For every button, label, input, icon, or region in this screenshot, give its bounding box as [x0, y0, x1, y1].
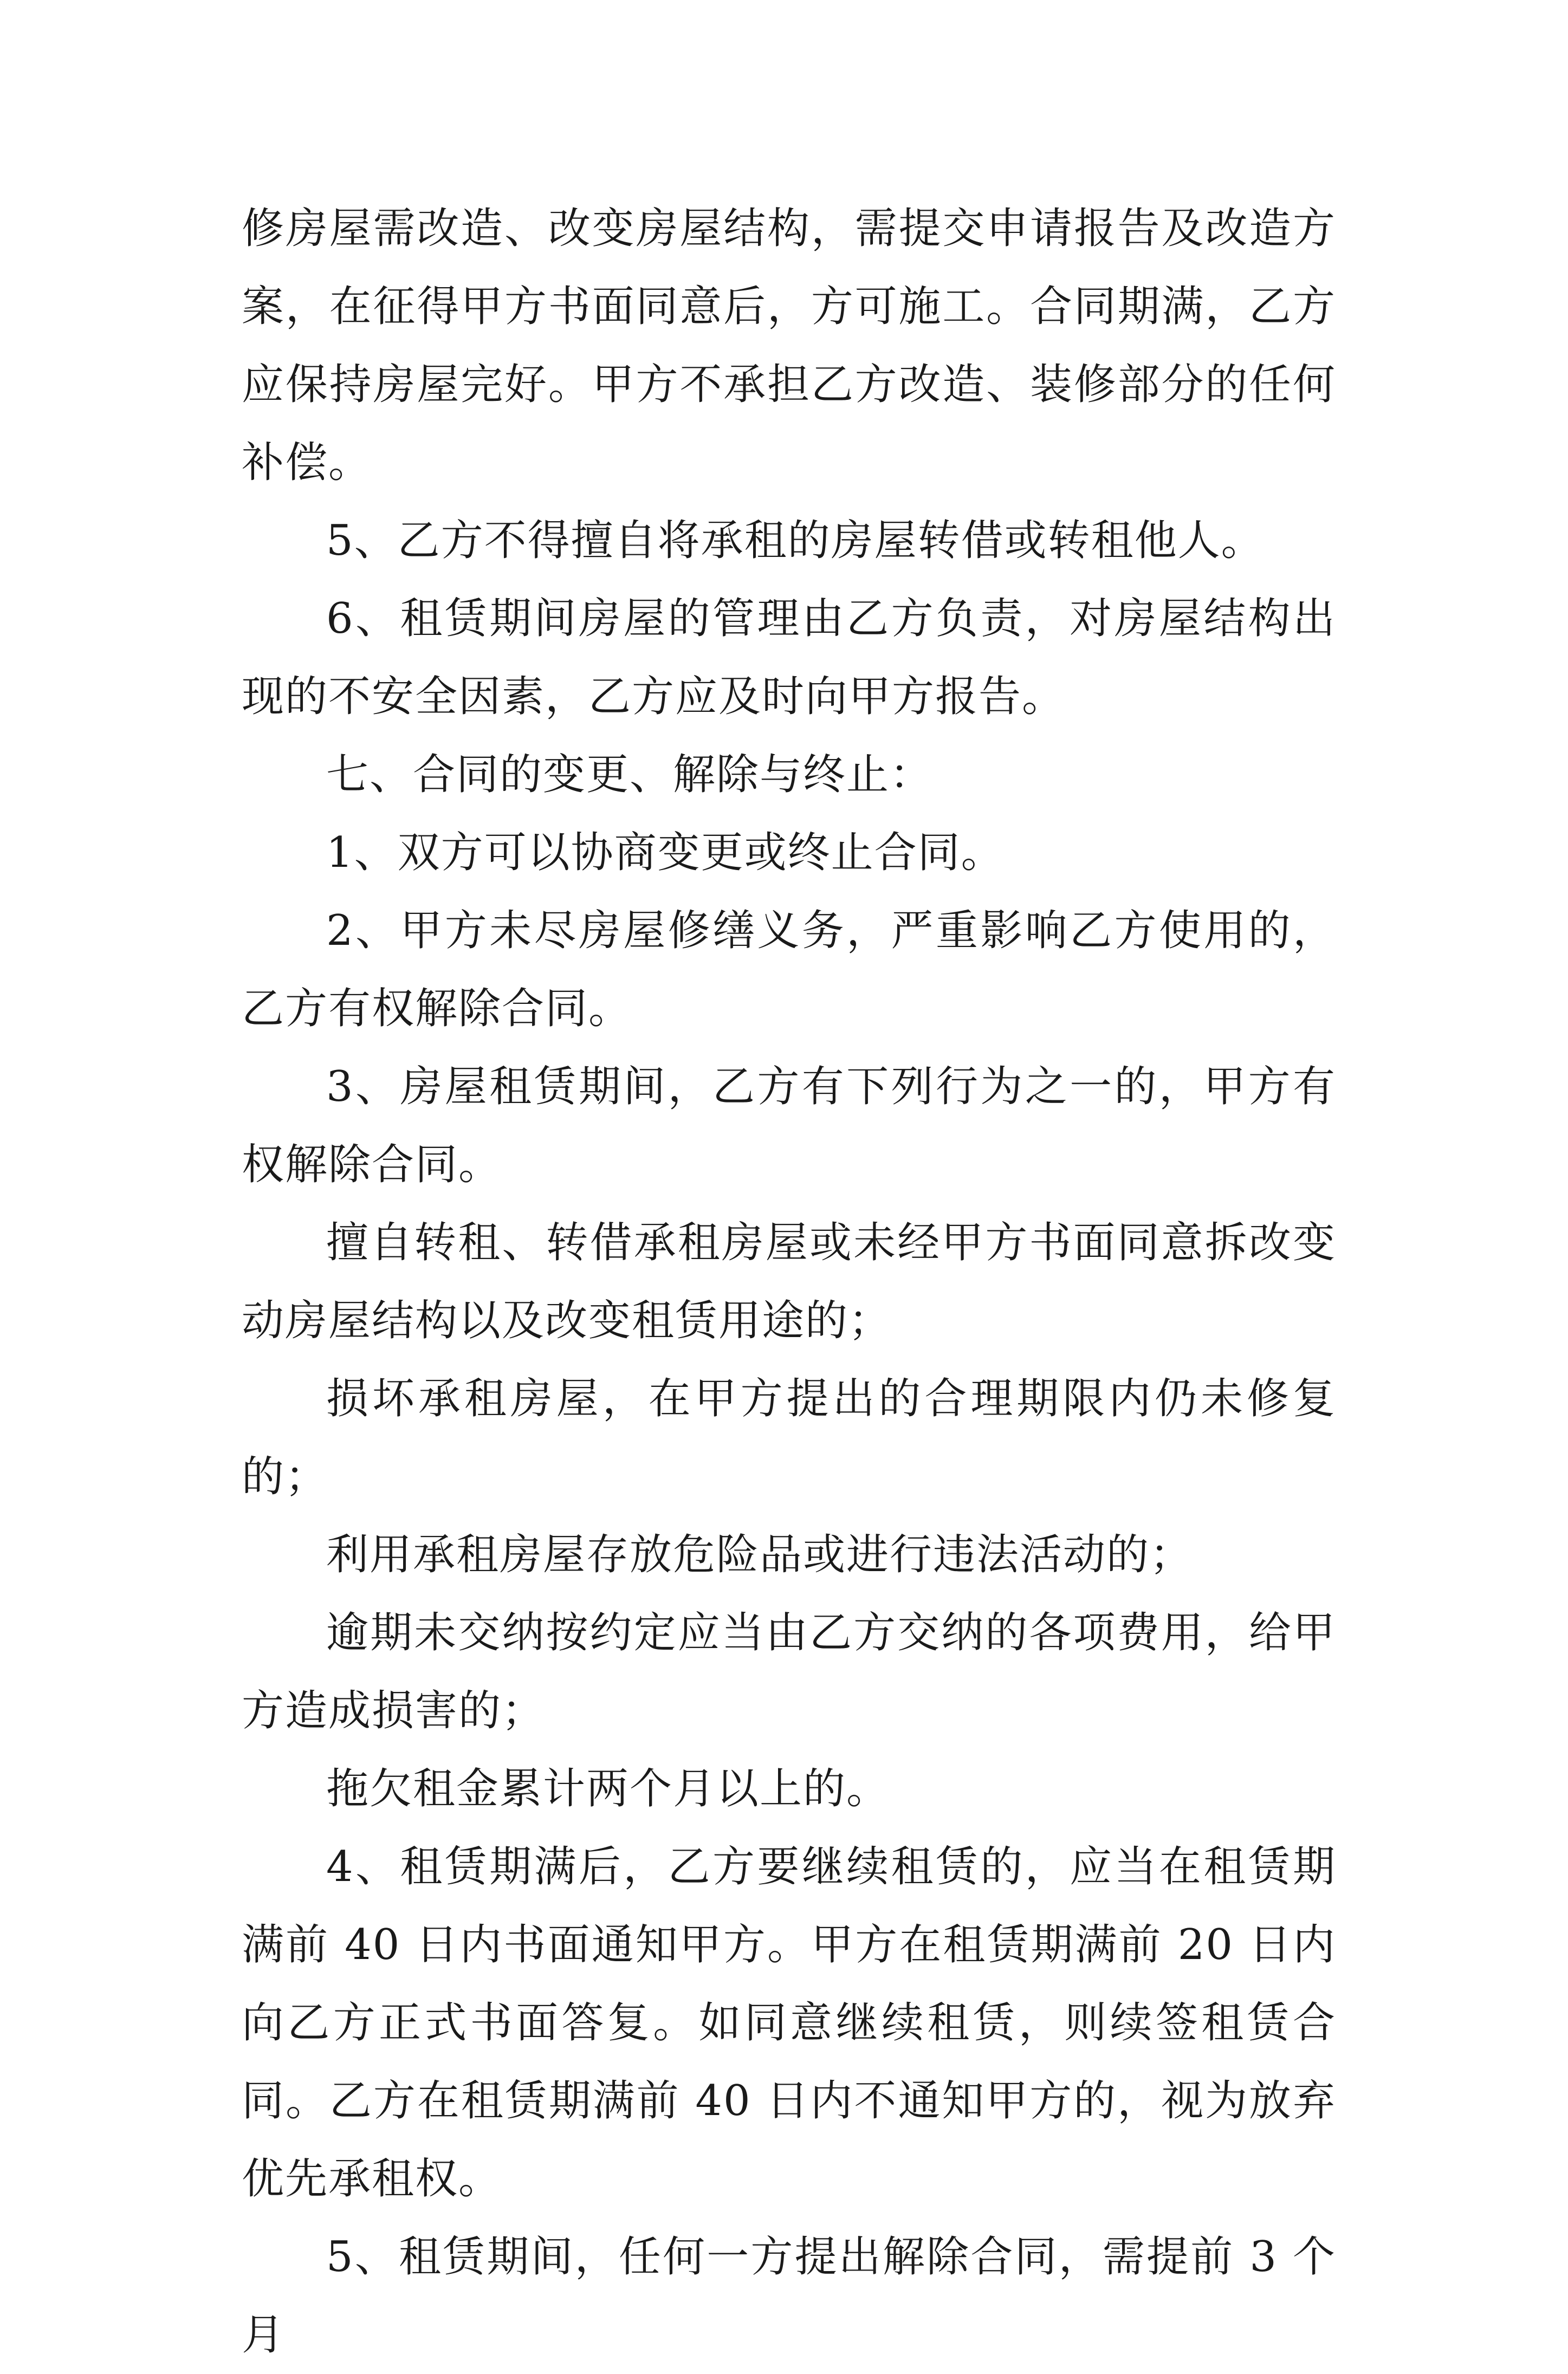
- paragraph-clause-6-management: 6、租赁期间房屋的管理由乙方负责，对房屋结构出现的不安全因素，乙方应及时向甲方报告。: [242, 594, 1336, 721]
- paragraph-clause-1-negotiate: 1、双方可以协商变更或终止合同。: [326, 828, 1005, 877]
- paragraph-renovation-terms: 修房屋需改造、改变房屋结构，需提交申请报告及改造方案，在征得甲方书面同意后，方可施工。合同期满，乙方应保持房屋完好。甲方不承担乙方改造、装修部分的任何补偿。: [242, 204, 1336, 487]
- paragraph-clause-5-early-termination: 5、租赁期间，任何一方提出解除合同，需提前 3 个月: [242, 2233, 1336, 2359]
- list-item-unpaid-fees: 逾期未交纳按约定应当由乙方交纳的各项费用，给甲方造成损害的；: [242, 1608, 1336, 1735]
- paragraph-clause-4-renewal: 4、租赁期满后，乙方要继续租赁的，应当在租赁期满前 40 日内书面通知甲方。甲方在租赁期满前 20 日内向乙方正式书面答复。如同意继续租赁，则续签租赁合同。乙方在租赁期满前 40 日内不通知甲方的，视为放弃优先承租权。: [242, 1843, 1336, 2203]
- list-item-hazardous-use: 利用承租房屋存放危险品或进行违法活动的；: [326, 1530, 1194, 1579]
- section-heading-contract-change: 七、合同的变更、解除与终止：: [326, 750, 934, 799]
- paragraph-clause-3-termination: 3、房屋租赁期间，乙方有下列行为之一的，甲方有权解除合同。: [242, 1062, 1336, 1189]
- list-item-damage-unrepaired: 损坏承租房屋，在甲方提出的合理期限内仍未修复的；: [242, 1374, 1336, 1501]
- list-item-rent-arrears: 拖欠租金累计两个月以上的。: [326, 1765, 890, 1813]
- document-body: [242, 190, 1336, 2374]
- paragraph-clause-5-sublet: 5、乙方不得擅自将承租的房屋转借或转租他人。: [326, 516, 1265, 565]
- list-item-unauthorized-sublet: 擅自转租、转借承租房屋或未经甲方书面同意拆改变动房屋结构以及改变租赁用途的；: [242, 1218, 1336, 1345]
- paragraph-clause-2-repair-duty: 2、甲方未尽房屋修缮义务，严重影响乙方使用的，乙方有权解除合同。: [242, 906, 1336, 1033]
